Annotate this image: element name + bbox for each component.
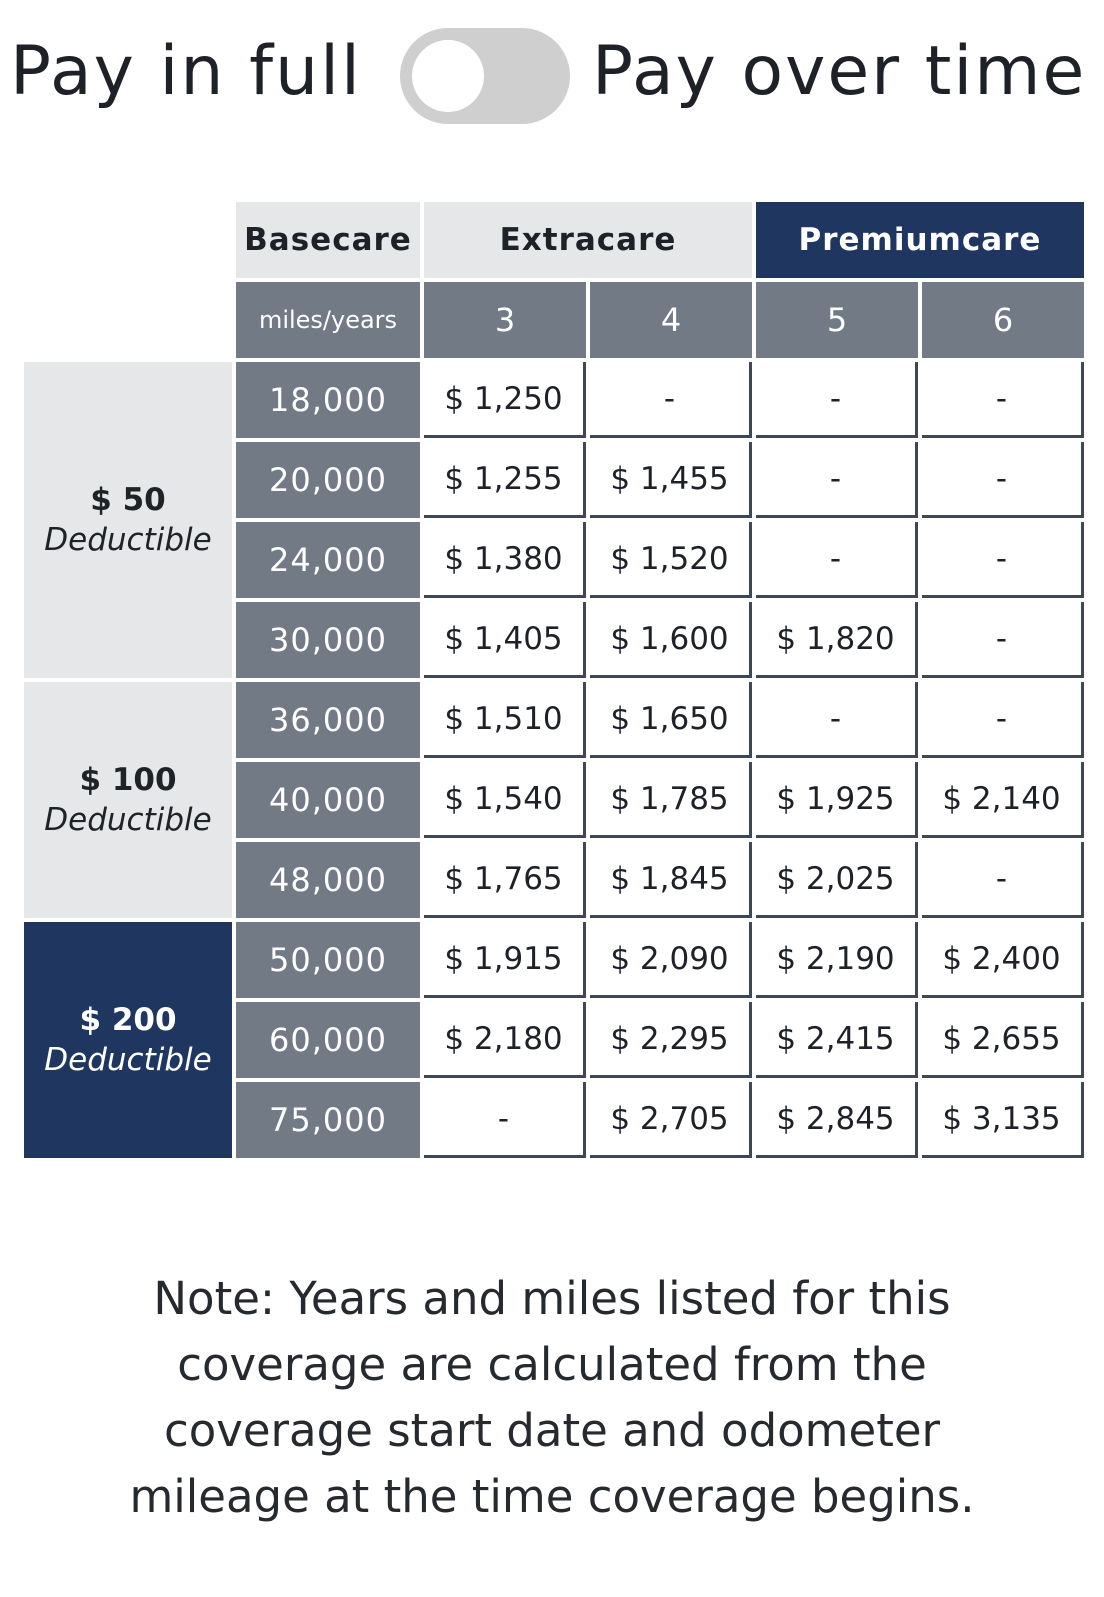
price-cell: $ 2,190 xyxy=(756,922,918,998)
deductible-label: Deductible xyxy=(44,1042,212,1078)
payment-toggle-switch[interactable] xyxy=(400,28,570,124)
deductible-amount: $ 100 xyxy=(79,761,177,798)
deductible-label: Deductible xyxy=(44,802,212,838)
pricing-table xyxy=(24,202,1084,1158)
mileage-cell: 24,000 xyxy=(236,522,420,598)
price-cell: $ 2,025 xyxy=(756,842,918,918)
price-cell: $ 2,705 xyxy=(590,1082,752,1158)
mileage-cell: 20,000 xyxy=(236,442,420,518)
years-header-3: 3 xyxy=(424,282,586,358)
payment-toggle-row xyxy=(0,20,1104,130)
deductible-group-50 xyxy=(24,362,232,678)
price-cell: $ 1,785 xyxy=(590,762,752,838)
price-cell: $ 2,295 xyxy=(590,1002,752,1078)
price-cell: $ 1,250 xyxy=(424,362,586,438)
price-cell: - xyxy=(756,362,918,438)
mileage-cell: 18,000 xyxy=(236,362,420,438)
mileage-cell: 40,000 xyxy=(236,762,420,838)
price-cell: - xyxy=(756,682,918,758)
price-cell: $ 1,510 xyxy=(424,682,586,758)
deductible-group-100 xyxy=(24,682,232,918)
price-cell: - xyxy=(922,602,1084,678)
mileage-cell: 75,000 xyxy=(236,1082,420,1158)
deductible-amount: $ 200 xyxy=(79,1001,177,1038)
mileage-cell: 50,000 xyxy=(236,922,420,998)
plan-header-premiumcare: Premiumcare xyxy=(756,202,1084,278)
mileage-cell: 60,000 xyxy=(236,1002,420,1078)
pay-over-time-label[interactable]: Pay over time xyxy=(592,32,1087,111)
mileage-cell: 36,000 xyxy=(236,682,420,758)
plan-header-basecare: Basecare xyxy=(236,202,420,278)
price-cell: $ 2,180 xyxy=(424,1002,586,1078)
price-cell: $ 1,455 xyxy=(590,442,752,518)
price-cell: - xyxy=(590,362,752,438)
price-cell: $ 3,135 xyxy=(922,1082,1084,1158)
price-cell: - xyxy=(756,522,918,598)
price-cell: $ 1,405 xyxy=(424,602,586,678)
price-cell: $ 1,820 xyxy=(756,602,918,678)
coverage-note: Note: Years and miles listed for this coverage are calculated from the coverage start date and odometer mileage at the time coverage begins. xyxy=(129,1272,975,1523)
price-cell: - xyxy=(922,442,1084,518)
price-cell: $ 1,380 xyxy=(424,522,586,598)
price-cell: $ 2,845 xyxy=(756,1082,918,1158)
miles-years-header: miles/years xyxy=(236,282,420,358)
mileage-cell: 30,000 xyxy=(236,602,420,678)
price-cell: $ 2,400 xyxy=(922,922,1084,998)
plan-header-extracare: Extracare xyxy=(424,202,752,278)
price-cell: $ 2,655 xyxy=(922,1002,1084,1078)
pay-in-full-label[interactable]: Pay in full xyxy=(10,32,362,111)
years-header-6: 6 xyxy=(922,282,1084,358)
years-header-4: 4 xyxy=(590,282,752,358)
price-cell: - xyxy=(922,842,1084,918)
price-cell: $ 1,925 xyxy=(756,762,918,838)
price-cell: $ 1,915 xyxy=(424,922,586,998)
price-cell: $ 2,415 xyxy=(756,1002,918,1078)
price-cell: $ 1,650 xyxy=(590,682,752,758)
price-cell: $ 2,090 xyxy=(590,922,752,998)
price-cell: - xyxy=(424,1082,586,1158)
toggle-knob xyxy=(412,40,484,112)
deductible-group-200 xyxy=(24,922,232,1158)
price-cell: - xyxy=(922,682,1084,758)
price-cell: $ 1,520 xyxy=(590,522,752,598)
deductible-amount: $ 50 xyxy=(90,481,166,518)
price-cell: - xyxy=(922,362,1084,438)
price-cell: $ 1,540 xyxy=(424,762,586,838)
price-cell: - xyxy=(756,442,918,518)
price-cell: $ 1,765 xyxy=(424,842,586,918)
price-cell: $ 2,140 xyxy=(922,762,1084,838)
price-cell: $ 1,255 xyxy=(424,442,586,518)
mileage-cell: 48,000 xyxy=(236,842,420,918)
price-cell: - xyxy=(922,522,1084,598)
deductible-label: Deductible xyxy=(44,522,212,558)
price-cell: $ 1,600 xyxy=(590,602,752,678)
price-cell: $ 1,845 xyxy=(590,842,752,918)
years-header-5: 5 xyxy=(756,282,918,358)
